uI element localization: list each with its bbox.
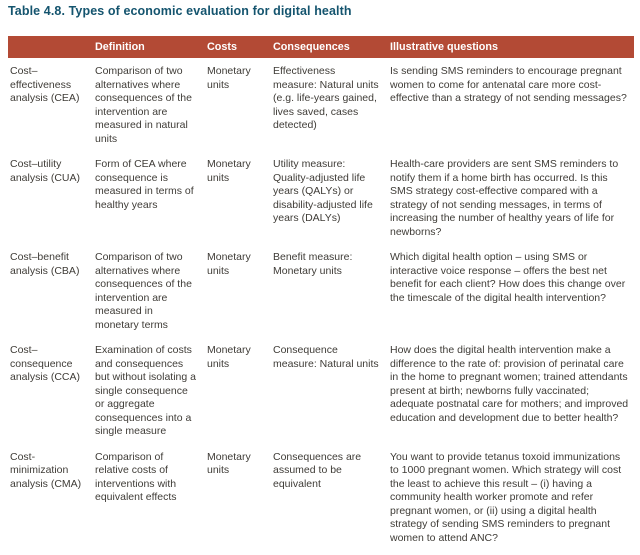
- cell-costs: Monetary units: [207, 65, 251, 91]
- cell-question: You want to provide tetanus toxoid immunizations to 1000 pregnant women. Which strategy will cost the least to achieve this result – (i) having a community health worker promote and refer pregnant women, or (ii) using a digital health strategy of sending SMS reminders to pregnant women to attend ANC?: [390, 450, 622, 544]
- cell-costs: Monetary units: [207, 450, 251, 476]
- cell-consequences: Consequence measure: Natural units: [273, 344, 379, 370]
- cell-term: Cost–effectiveness analysis (CEA): [10, 65, 80, 104]
- cell-definition: Examination of costs and consequences but without isolating a single consequence or aggregate consequences into a single measure: [95, 344, 196, 437]
- cell-question: Health-care providers are sent SMS reminders to notify them if a home birth has occurred. Is this SMS strategy cost-effective compared with a strategy of not sending messages, in terms of increasing the number of healthy years of life for newborns?: [390, 158, 619, 238]
- economic-evaluation-table: [8, 36, 634, 545]
- cell-term: Cost–consequence analysis (CCA): [10, 344, 81, 383]
- cell-term: Cost–utility analysis (CUA): [10, 158, 81, 184]
- cell-definition: Comparison of relative costs of interventions with equivalent effects: [95, 450, 177, 503]
- cell-term: Cost–benefit analysis (CBA): [10, 251, 80, 277]
- cell-definition: Form of CEA where consequence is measured in terms of healthy years: [95, 158, 194, 211]
- table-row: [8, 344, 634, 439]
- table-row: [8, 65, 634, 146]
- cell-consequences: Benefit measure: Monetary units: [273, 251, 353, 277]
- cell-consequences: Consequences are assumed to be equivalent: [273, 450, 362, 490]
- cell-definition: Comparison of two alternatives where consequences of the intervention are measured in monetary terms: [95, 251, 192, 331]
- cell-costs: Monetary units: [207, 344, 251, 370]
- cell-question: Is sending SMS reminders to encourage pregnant women to come for antenatal care more cost-effective than a strategy of not sending messages?: [390, 65, 627, 104]
- cell-consequences: Effectiveness measure: Natural units (e.g. life-years gained, lives saved, cases detected): [273, 65, 379, 131]
- header-cell-illustrative-questions: Illustrative questions: [390, 41, 498, 53]
- cell-question: How does the digital health intervention make a difference to the rate of: provision of perinatal care in the home to pregnant women; trained attendants present at birth; newborns fully vaccinated; adequate postnatal care for mothers; and improved education and development due to better health?: [390, 344, 629, 424]
- cell-question: Which digital health option – using SMS or interactive voice response – offers the best net benefit for each client? How does this change over the timescale of the digital health intervention?: [390, 251, 626, 304]
- header-cell-definition: Definition: [95, 41, 145, 53]
- header-cell-costs: Costs: [207, 41, 237, 53]
- cell-costs: Monetary units: [207, 158, 251, 184]
- table-row: [8, 251, 634, 332]
- cell-term: Cost-minimization analysis (CMA): [10, 450, 82, 490]
- table-row: [8, 451, 634, 546]
- header-cell-consequences: Consequences: [273, 41, 350, 53]
- table-title: Table 4.8. Types of economic evaluation for digital health: [8, 4, 352, 18]
- cell-costs: Monetary units: [207, 251, 251, 277]
- table-row: [8, 158, 634, 239]
- table-header-row: [8, 36, 634, 58]
- cell-definition: Comparison of two alternatives where consequences of the intervention are measured in natural units: [95, 65, 192, 145]
- cell-consequences: Utility measure: Quality-adjusted life years (QALYs) or disability-adjusted life years (DALYs): [273, 158, 373, 224]
